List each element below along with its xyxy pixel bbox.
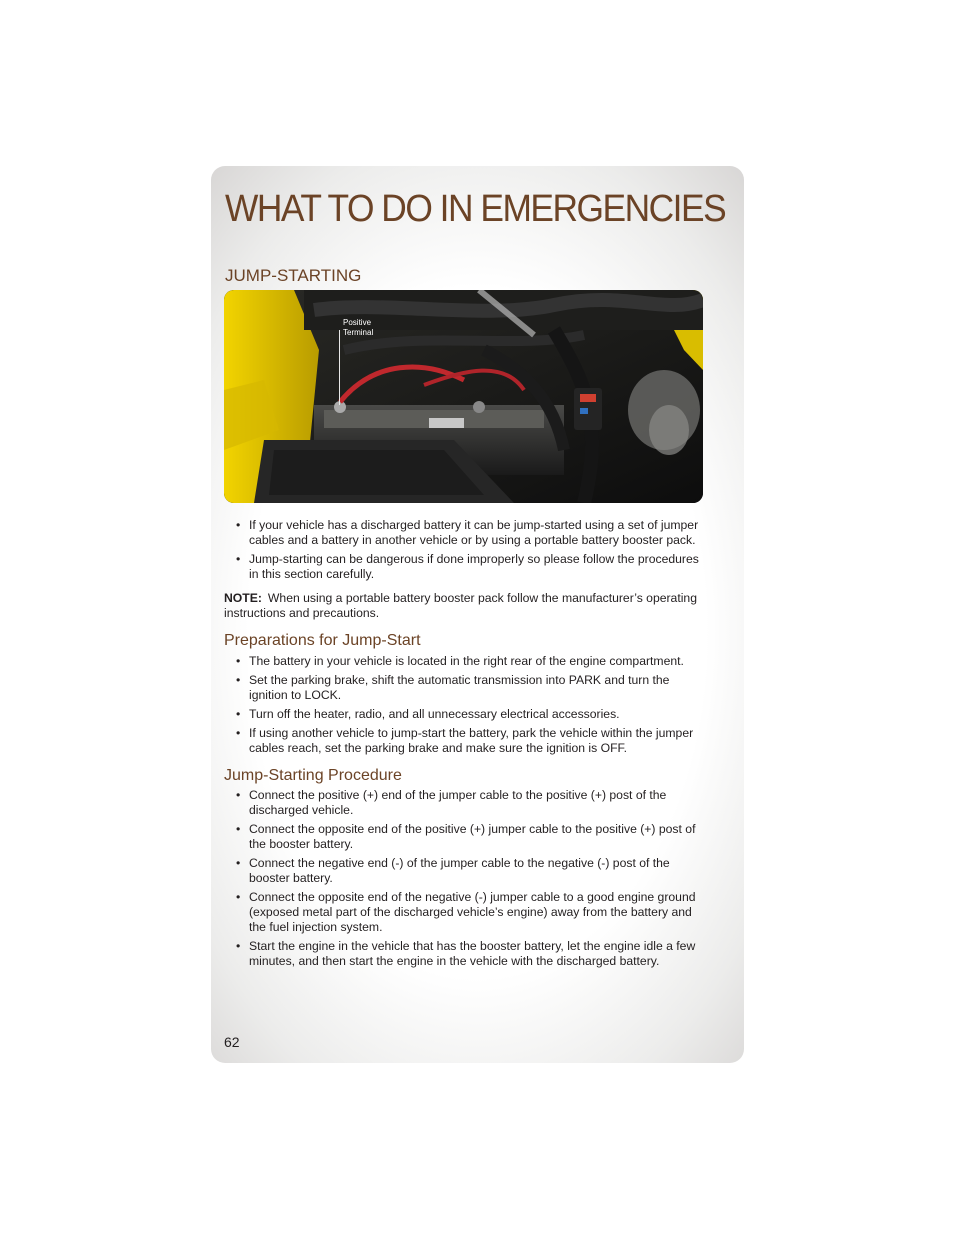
list-item: • Connect the negative end (-) of the jumper cable to the negative (-) post of the booster battery. bbox=[236, 856, 702, 886]
list-item: • Turn off the heater, radio, and all unnecessary electrical accessories. bbox=[236, 707, 702, 722]
list-item: • The battery in your vehicle is located in the right rear of the engine compartment. bbox=[236, 654, 702, 669]
page-title: WHAT TO DO IN EMERGENCIES bbox=[225, 188, 726, 230]
preparations-heading: Preparations for Jump-Start bbox=[224, 632, 421, 649]
engine-bay-photo bbox=[224, 290, 703, 503]
page-number: 62 bbox=[224, 1034, 240, 1050]
engine-bay-illustration bbox=[224, 290, 703, 503]
list-item: • Start the engine in the vehicle that has the booster battery, let the engine idle a few minutes, and then start the engine in the vehicle with the discharged battery. bbox=[236, 939, 702, 969]
positive-terminal-callout: Positive Terminal bbox=[343, 318, 374, 337]
note-label: NOTE: bbox=[224, 591, 262, 605]
list-item: • Connect the opposite end of the positive (+) jumper cable to the positive (+) post of the booster battery. bbox=[236, 822, 702, 852]
note-text: When using a portable battery booster pack follow the manufacturer’s operating instructions and precautions. bbox=[224, 591, 697, 620]
procedure-heading: Jump-Starting Procedure bbox=[224, 767, 402, 784]
procedure-bullet-list bbox=[236, 788, 702, 973]
note-paragraph bbox=[224, 591, 704, 621]
list-item: • Set the parking brake, shift the automatic transmission into PARK and turn the ignition to LOCK. bbox=[236, 673, 702, 703]
preparations-bullet-list bbox=[236, 654, 702, 760]
list-item: • Connect the positive (+) end of the jumper cable to the positive (+) post of the discharged vehicle. bbox=[236, 788, 702, 818]
list-item: • If using another vehicle to jump-start the battery, park the vehicle within the jumper cables reach, set the parking brake and make sure the ignition is OFF. bbox=[236, 726, 702, 756]
list-item: • If your vehicle has a discharged battery it can be jump-started using a set of jumper cables and a battery in another vehicle or by using a portable battery booster pack. bbox=[236, 518, 702, 548]
callout-leader-line bbox=[339, 330, 340, 405]
list-item: • Connect the opposite end of the negative (-) jumper cable to a good engine ground (exposed metal part of the discharged vehicle’s engine) away from the battery and the fuel injection system. bbox=[236, 890, 702, 935]
section-heading-jump-starting: JUMP-STARTING bbox=[225, 266, 362, 285]
intro-bullet-list bbox=[236, 518, 702, 586]
list-item: • Jump-starting can be dangerous if done improperly so please follow the procedures in this section carefully. bbox=[236, 552, 702, 582]
